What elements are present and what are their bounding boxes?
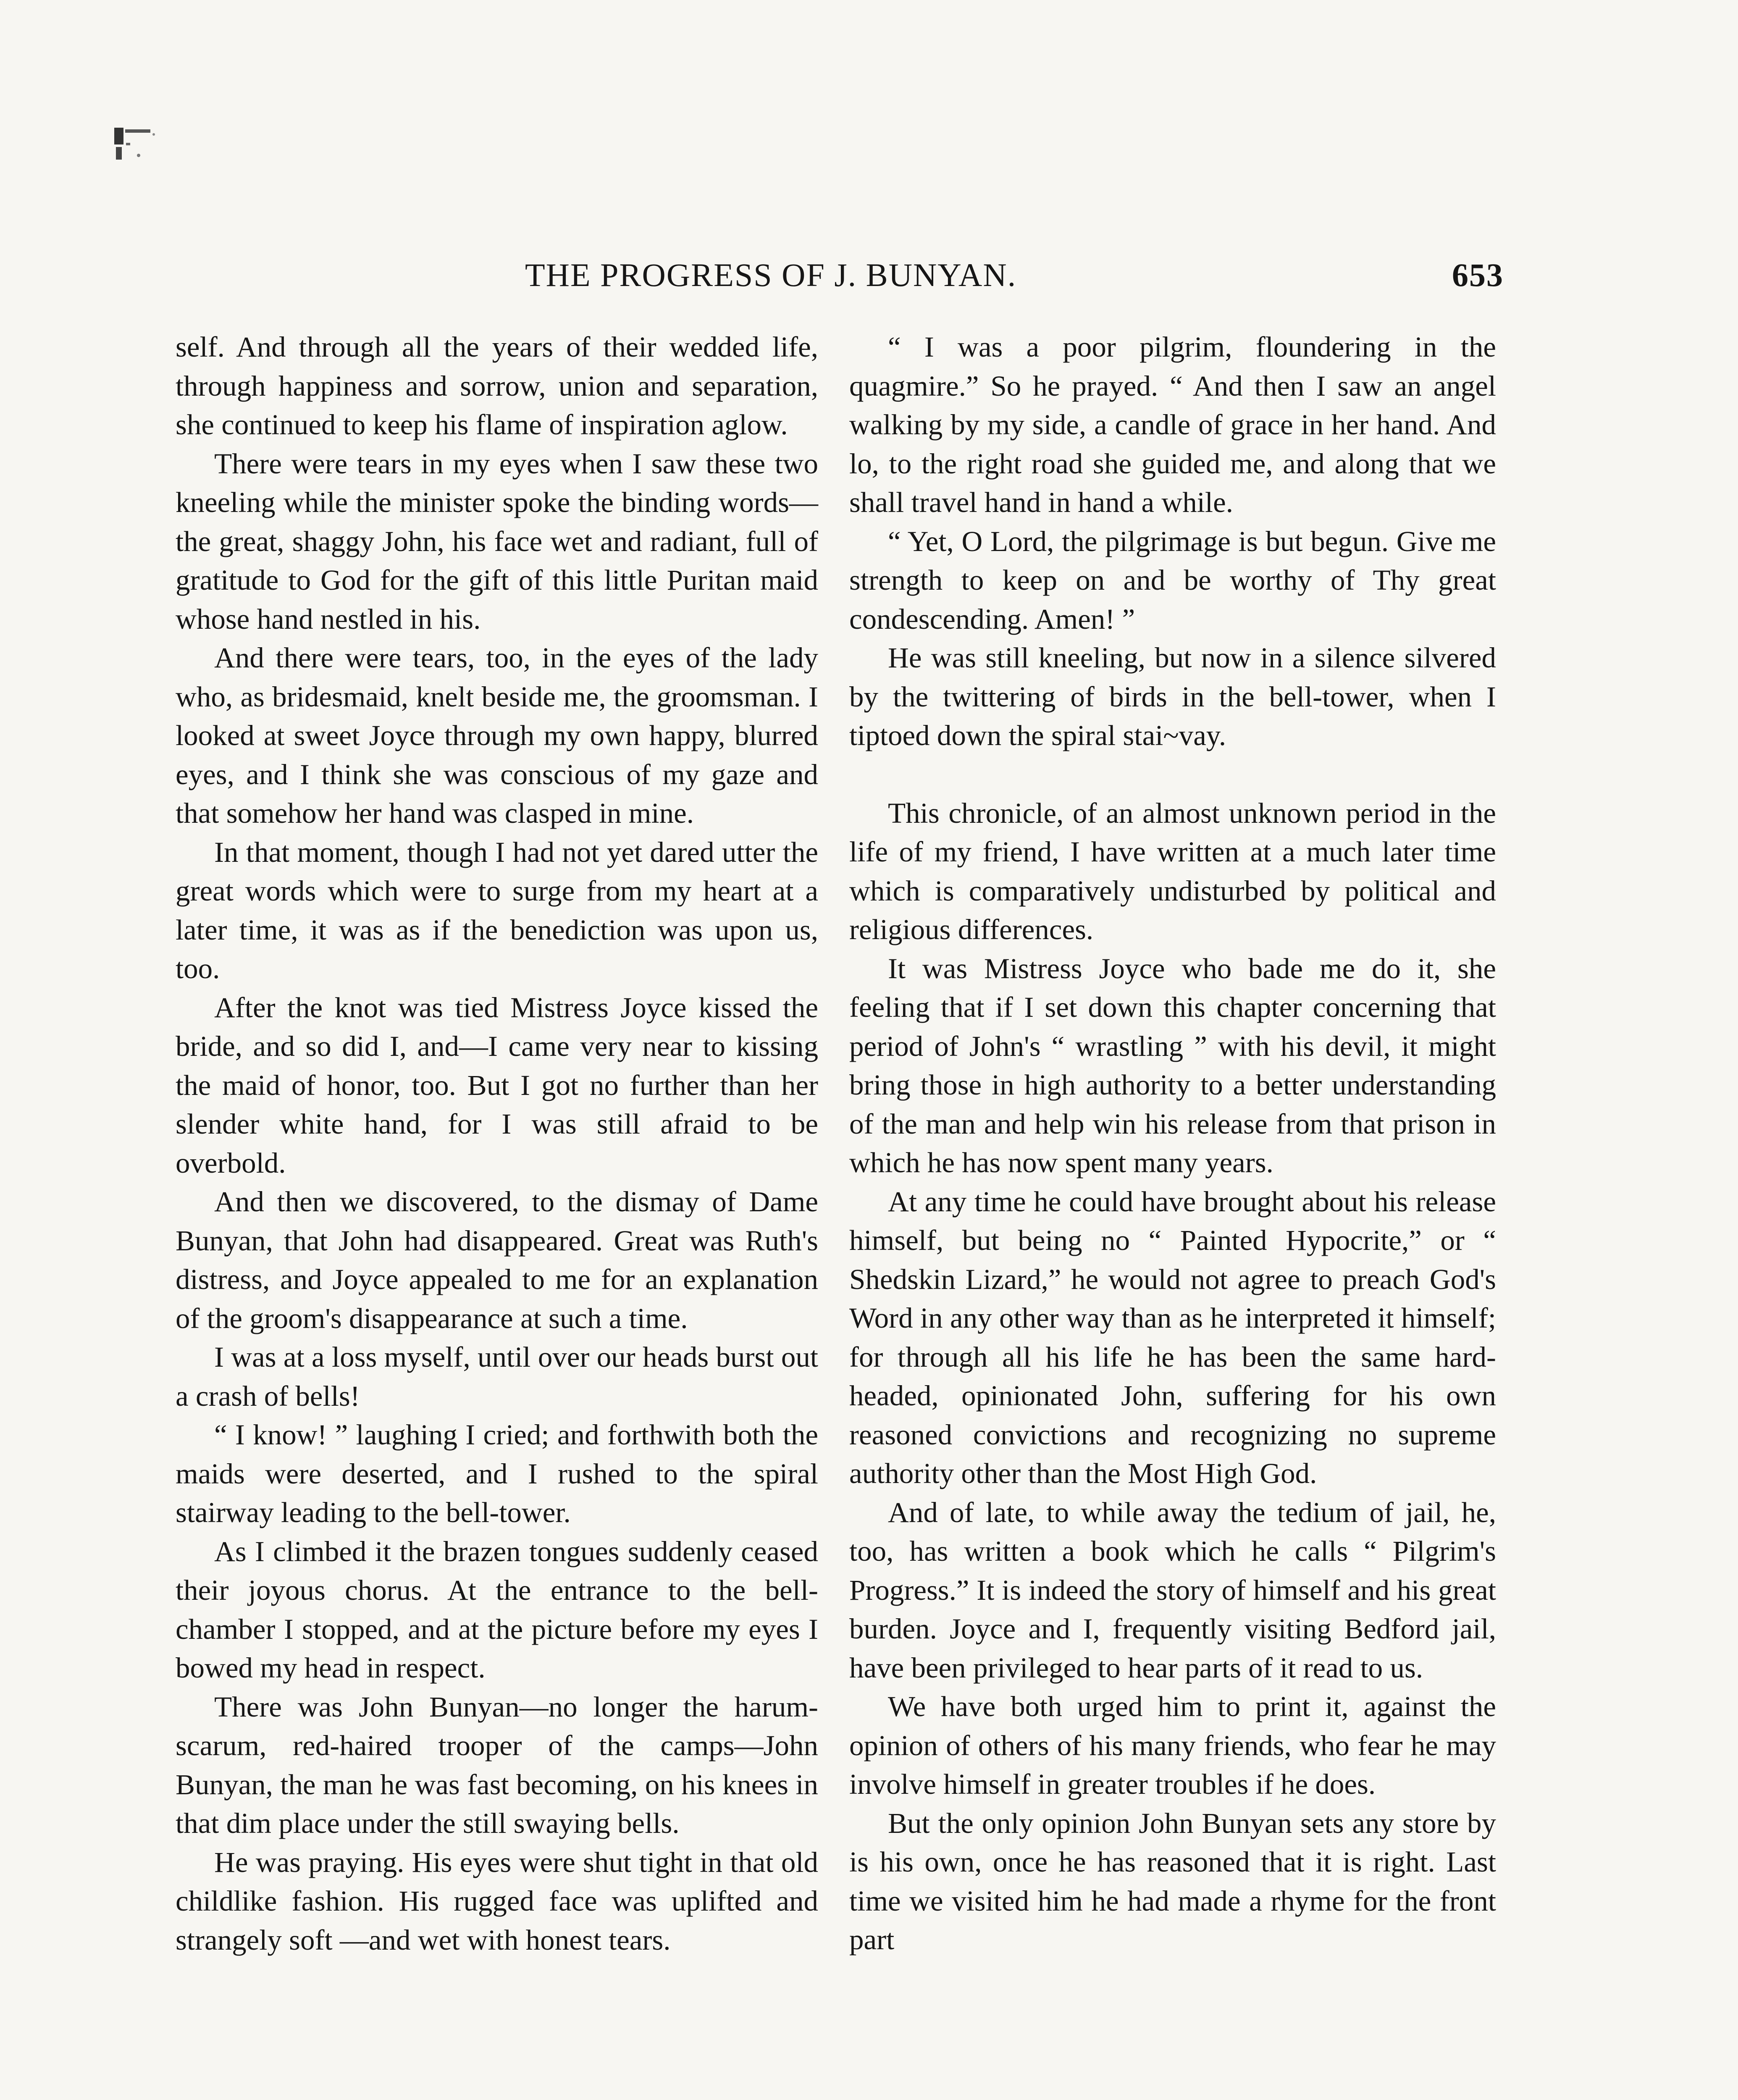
paragraph: There were tears in my eyes when I saw these two kneeling while the minister spoke the binding words—the great, shaggy John, his face wet and radiant, full of gratitude to God for the gift of this little Puritan maid whose hand nestled in his.	[176, 447, 818, 635]
page-number: 653	[1452, 257, 1504, 293]
paragraph: self. And through all the years of their wedded life, through happiness and sorrow, union and separation, she continued to keep his flame of inspiration aglow.	[176, 331, 818, 441]
paragraph: I was at a loss myself, until over our heads burst out a crash of bells!	[176, 1341, 818, 1412]
paragraph: There was John Bunyan—no longer the harum-scarum, red-haired trooper of the camps—John Bunyan, the man he was fast becoming, on his knees in that dim place under the still swaying bells.	[176, 1690, 818, 1839]
paragraph: “ Yet, O Lord, the pilgrimage is but begun. Give me strength to keep on and be worthy of Thy great condescending. Amen! ”	[849, 525, 1496, 635]
paragraph: At any time he could have brought about his release himself, but being no “ Painted Hypocrite,” or “ Shedskin Lizard,” he would not agree to preach God's Word in any other way than as he interpreted it himself; for through all his life he has been the same hard-headed, opinionated John, suffering for his own reasoned convictions and recognizing no supreme authority other than the Most High God.	[849, 1185, 1496, 1489]
running-header	[525, 256, 1504, 307]
running-title: THE PROGRESS OF J. BUNYAN.	[525, 257, 1017, 293]
paragraph: It was Mistress Joyce who bade me do it, she feeling that if I set down this chapter concerning that period of John's “ wrastling ” with his devil, it might bring those in high authority to a better understanding of the man and help win his release from that prison in which he has now spent many years.	[849, 952, 1496, 1179]
paragraph: In that moment, though I had not yet dared utter the great words which were to surge from my heart at a later time, it was as if the benediction was upon us, too.	[176, 836, 818, 984]
paragraph: We have both urged him to print it, against the opinion of others of his many friends, who fear he may involve himself in greater troubles if he does.	[849, 1690, 1496, 1800]
left-column	[176, 328, 818, 1959]
paragraph: “ I know! ” laughing I cried; and forthwith both the maids were deserted, and I rushed to the spiral stairway leading to the bell-tower.	[176, 1419, 818, 1528]
paragraph: He was still kneeling, but now in a silence silvered by the twittering of birds in the bell-tower, when I tiptoed down the spiral stai~vay.	[849, 642, 1496, 751]
paragraph: And then we discovered, to the dismay of Dame Bunyan, that John had disappeared. Great was Ruth's distress, and Joyce appealed to me for an explanation of the groom's disappearance at such a time.	[176, 1186, 818, 1334]
right-column	[849, 328, 1496, 1959]
paragraph: This chronicle, of an almost unknown period in the life of my friend, I have written at a much later time which is comparatively undisturbed by political and religious differences.	[849, 797, 1496, 945]
paragraph: And there were tears, too, in the eyes of the lady who, as bridesmaid, knelt beside me, the groomsman. I looked at sweet Joyce through my own happy, blurred eyes, and I think she was conscious of my gaze and that somehow her hand was clasped in mine.	[176, 642, 818, 829]
paragraph: He was praying. His eyes were shut tight in that old childlike fashion. His rugged face was uplifted and strangely soft —and wet with honest tears.	[176, 1846, 818, 1956]
paragraph: And of late, to while away the tedium of jail, he, too, has written a book which he calls “ Pilgrim's Progress.” It is indeed the story of himself and his great burden. Joyce and I, frequently visiting Bedford jail, have been privileged to hear parts of it read to us.	[849, 1496, 1496, 1684]
ink-speck-mark	[113, 126, 164, 172]
paragraph: But the only opinion John Bunyan sets any store by is his own, once he has reasoned that it is right. Last time we visited him he had made a rhyme for the front part	[849, 1807, 1496, 1956]
paragraph: After the knot was tied Mistress Joyce kissed the bride, and so did I, and—I came very near to kissing the maid of honor, too. But I got no further than her slender white hand, for I was still afraid to be overbold.	[176, 991, 818, 1179]
paragraph: “ I was a poor pilgrim, floundering in the quagmire.” So he prayed. “ And then I saw an angel walking by my side, a candle of grace in her hand. And lo, to the right road she guided me, and along that we shall travel hand in hand a while.	[849, 331, 1496, 518]
paragraph: As I climbed it the brazen tongues suddenly ceased their joyous chorus. At the entrance to the bell-chamber I stopped, and at the picture before my eyes I bowed my head in respect.	[176, 1535, 818, 1684]
